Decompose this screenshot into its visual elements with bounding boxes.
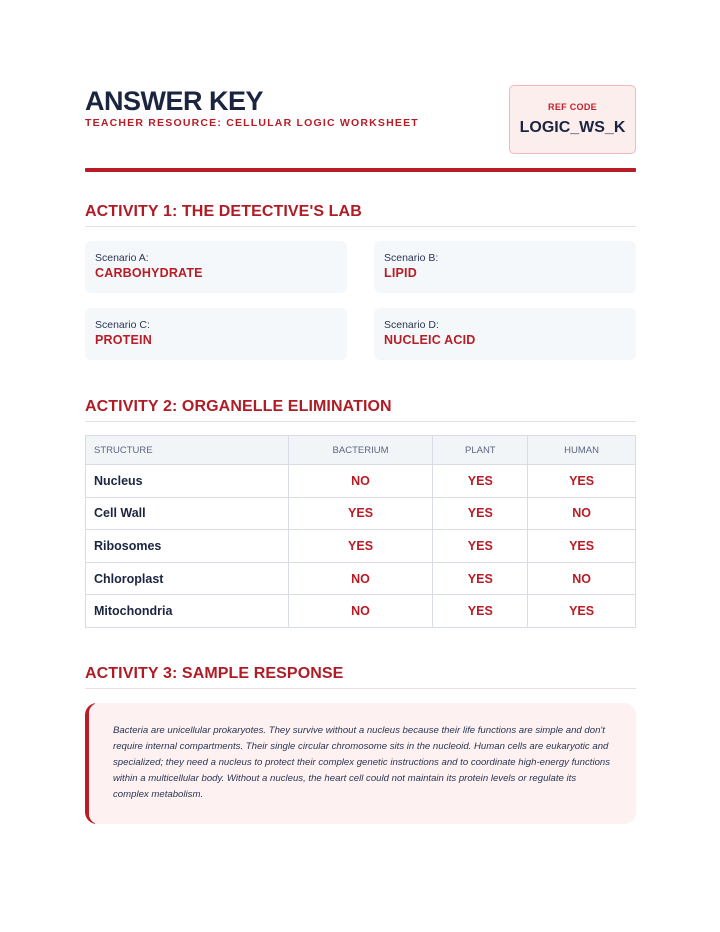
activity3-title: ACTIVITY 3: SAMPLE RESPONSE <box>85 665 344 682</box>
structure-cell: Chloroplast <box>86 562 289 595</box>
scenario-card-d <box>374 308 636 360</box>
human-cell: NO <box>528 497 636 530</box>
activity3-divider <box>85 688 636 689</box>
table-row <box>86 562 636 595</box>
activity2-divider <box>85 421 636 422</box>
scenario-label: Scenario C: <box>95 319 150 331</box>
sample-response-box <box>85 703 636 824</box>
column-header-structure: STRUCTURE <box>86 436 289 465</box>
human-cell: YES <box>528 465 636 498</box>
scenario-label: Scenario A: <box>95 252 149 264</box>
human-cell: YES <box>528 530 636 563</box>
header-divider <box>85 168 636 172</box>
table-row <box>86 465 636 498</box>
ref-code-box <box>509 85 636 154</box>
organelle-table <box>85 435 636 628</box>
scenario-answer: PROTEIN <box>95 333 152 347</box>
table-row <box>86 497 636 530</box>
activity1-title: ACTIVITY 1: THE DETECTIVE'S LAB <box>85 203 362 220</box>
sample-response-text: Bacteria are unicellular prokaryotes. They survive without a nucleus because their life functions are simple and don't require internal compartments. Their single circular chromosome sits in the nucleoid. Human cells are eukaryotic and specialized; they need a nucleus to protect their complex genetic instructions and to coordinate high-energy functions within a multicellular body. Without a nucleus, the heart cell could not maintain its protein levels or regulate its complex metabolism. <box>113 725 611 801</box>
bacterium-cell: YES <box>288 497 433 530</box>
plant-cell: YES <box>433 595 528 628</box>
table-header-row <box>86 436 636 465</box>
plant-cell: YES <box>433 497 528 530</box>
bacterium-cell: YES <box>288 530 433 563</box>
scenario-label: Scenario B: <box>384 252 439 264</box>
activity1-divider <box>85 226 636 227</box>
page-header <box>85 85 636 155</box>
bacterium-cell: NO <box>288 595 433 628</box>
bacterium-cell: NO <box>288 465 433 498</box>
bacterium-cell: NO <box>288 562 433 595</box>
human-cell: YES <box>528 595 636 628</box>
ref-code-value: LOGIC_WS_K <box>519 119 626 136</box>
plant-cell: YES <box>433 465 528 498</box>
structure-cell: Cell Wall <box>86 497 289 530</box>
plant-cell: YES <box>433 562 528 595</box>
scenario-card-a <box>85 241 347 293</box>
human-cell: NO <box>528 562 636 595</box>
page-subtitle: TEACHER RESOURCE: CELLULAR LOGIC WORKSHEET <box>85 117 419 129</box>
structure-cell: Ribosomes <box>86 530 289 563</box>
structure-cell: Mitochondria <box>86 595 289 628</box>
scenario-card-b <box>374 241 636 293</box>
column-header-human: HUMAN <box>528 436 636 465</box>
activity2-title: ACTIVITY 2: ORGANELLE ELIMINATION <box>85 398 392 415</box>
scenario-card-c <box>85 308 347 360</box>
plant-cell: YES <box>433 530 528 563</box>
ref-code-label: REF CODE <box>548 102 597 112</box>
page-title: ANSWER KEY <box>85 86 264 116</box>
scenario-label: Scenario D: <box>384 319 439 331</box>
scenario-answer: LIPID <box>384 266 417 280</box>
scenario-answer: CARBOHYDRATE <box>95 266 203 280</box>
table-row <box>86 530 636 563</box>
column-header-bacterium: BACTERIUM <box>288 436 433 465</box>
table-row <box>86 595 636 628</box>
column-header-plant: PLANT <box>433 436 528 465</box>
structure-cell: Nucleus <box>86 465 289 498</box>
response-accent-bar <box>85 703 95 824</box>
scenario-answer: NUCLEIC ACID <box>384 333 476 347</box>
